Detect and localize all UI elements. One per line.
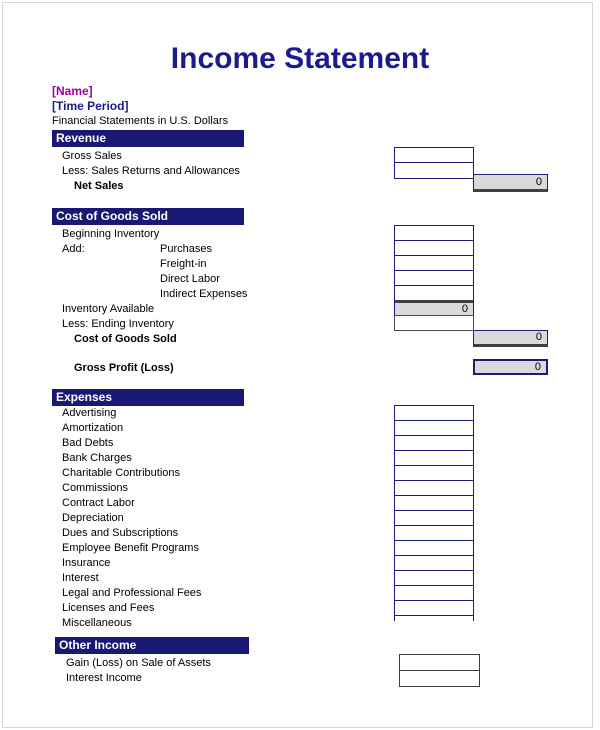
expense-input[interactable] (394, 525, 474, 541)
expense-item-label: Interest (62, 572, 99, 584)
section-header-expenses: Expenses (52, 389, 244, 406)
gain-loss-sale-assets-label: Gain (Loss) on Sale of Assets (66, 657, 211, 669)
beginning-inventory-input[interactable] (394, 225, 474, 241)
expense-input[interactable] (394, 555, 474, 571)
expense-item-label: Charitable Contributions (62, 467, 181, 479)
add-label: Add: (62, 243, 85, 255)
expense-item-label: Dues and Subscriptions (62, 527, 179, 539)
section-header-revenue: Revenue (52, 130, 244, 147)
gain-loss-sale-assets-input[interactable] (399, 654, 480, 671)
expense-input[interactable] (394, 495, 474, 511)
less-ending-inventory-label: Less: Ending Inventory (62, 318, 174, 330)
interest-income-label: Interest Income (66, 672, 142, 684)
expense-input[interactable] (394, 570, 474, 586)
expense-item-label: Licenses and Fees (62, 602, 155, 614)
gross-profit-value: 0 (473, 359, 548, 375)
expense-item-label: Contract Labor (62, 497, 135, 509)
expense-input[interactable] (394, 615, 474, 621)
expense-item-label: Legal and Professional Fees (62, 587, 202, 599)
freight-in-label: Freight-in (160, 258, 207, 270)
section-header-cogs: Cost of Goods Sold (52, 208, 244, 225)
sales-returns-input[interactable] (394, 162, 474, 179)
expense-labels (0, 405, 390, 628)
expense-item-label: Amortization (62, 422, 124, 434)
page-title: Income Statement (170, 42, 430, 75)
expense-item-label: Employee Benefit Programs (62, 542, 199, 554)
expense-item-label: Depreciation (62, 512, 124, 524)
expense-item-label: Insurance (62, 557, 111, 569)
less-sales-returns-label: Less: Sales Returns and Allowances (62, 165, 240, 177)
expense-input[interactable] (394, 420, 474, 436)
expense-input[interactable] (394, 585, 474, 601)
net-sales-value: 0 (473, 174, 548, 192)
indirect-expenses-label: Indirect Expenses (160, 288, 248, 300)
gross-profit-label: Gross Profit (Loss) (74, 362, 174, 374)
direct-labor-label: Direct Labor (160, 273, 220, 285)
cogs-total-value: 0 (473, 330, 548, 347)
expense-input[interactable] (394, 405, 474, 421)
direct-labor-input[interactable] (394, 270, 474, 286)
section-header-other-income: Other Income (55, 637, 249, 654)
expense-item-label: Miscellaneous (62, 617, 132, 628)
time-period-placeholder: [Time Period] (52, 99, 129, 113)
purchases-label: Purchases (160, 243, 212, 255)
expense-input[interactable] (394, 465, 474, 481)
gross-sales-input[interactable] (394, 147, 474, 163)
beginning-inventory-label: Beginning Inventory (62, 228, 160, 240)
cogs-total-label: Cost of Goods Sold (74, 333, 177, 345)
expense-item-label: Bank Charges (62, 452, 132, 464)
expense-input[interactable] (394, 435, 474, 451)
expense-input[interactable] (394, 480, 474, 496)
gross-sales-label: Gross Sales (62, 150, 122, 162)
purchases-input[interactable] (394, 240, 474, 256)
expense-item-label: Advertising (62, 407, 117, 419)
indirect-expenses-input[interactable] (394, 285, 474, 301)
ending-inventory-input[interactable] (394, 315, 474, 331)
inventory-available-label: Inventory Available (62, 303, 155, 315)
freight-in-input[interactable] (394, 255, 474, 271)
interest-income-input[interactable] (399, 670, 480, 687)
expense-input[interactable] (394, 540, 474, 556)
net-sales-label: Net Sales (74, 180, 124, 192)
expense-input[interactable] (394, 510, 474, 526)
subtitle-currency-note: Financial Statements in U.S. Dollars (52, 115, 229, 127)
expense-item-label: Bad Debts (62, 437, 114, 449)
expense-input[interactable] (394, 600, 474, 616)
expense-item-label: Commissions (62, 482, 129, 494)
expense-input[interactable] (394, 450, 474, 466)
company-name-placeholder: [Name] (52, 84, 93, 98)
inventory-available-value: 0 (394, 300, 474, 316)
expense-inputs (394, 405, 476, 621)
